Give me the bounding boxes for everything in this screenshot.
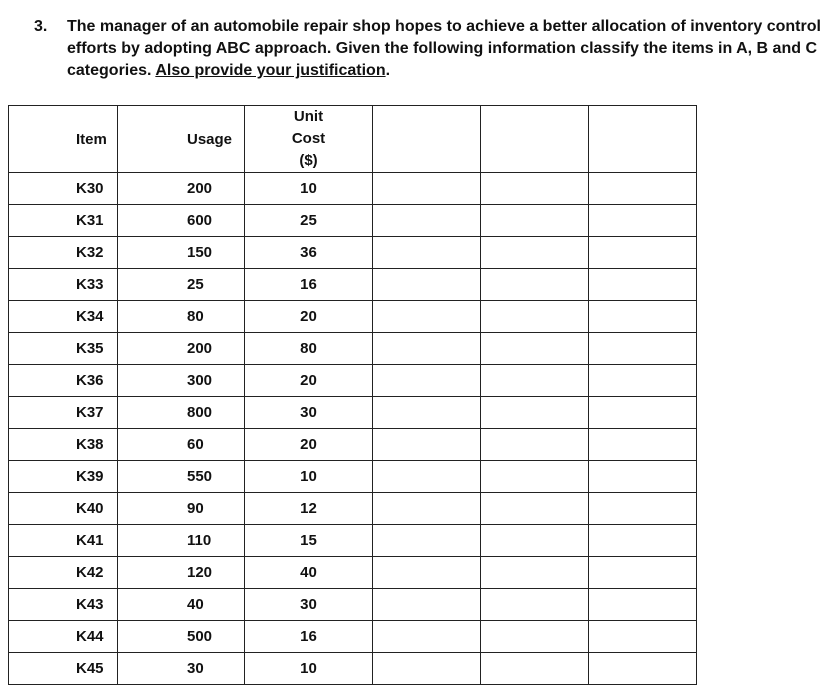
- usage-cell: 60: [118, 429, 245, 461]
- answer-cell-3[interactable]: [589, 429, 697, 461]
- table-row: [9, 269, 697, 301]
- unit-cost-cell: 10: [245, 173, 373, 205]
- question-text-main: The manager of an automobile repair shop hopes to achieve a better allocation of inventory control efforts by adopting ABC approach. Given the following information classify the items in A, B and C categories.: [67, 18, 821, 79]
- usage-cell: 80: [118, 301, 245, 333]
- unit-cost-cell: 15: [245, 525, 373, 557]
- answer-cell-3[interactable]: [589, 237, 697, 269]
- unit-cost-cell: 40: [245, 557, 373, 589]
- usage-cell: 800: [118, 397, 245, 429]
- unit-cost-cell: 16: [245, 621, 373, 653]
- answer-cell-3[interactable]: [589, 589, 697, 621]
- answer-cell-3[interactable]: [589, 525, 697, 557]
- unit-cost-cell: 20: [245, 301, 373, 333]
- answer-cell-1[interactable]: [373, 237, 481, 269]
- answer-cell-3[interactable]: [589, 621, 697, 653]
- unit-cost-cell: 25: [245, 205, 373, 237]
- item-cell: K40: [9, 493, 118, 525]
- answer-cell-1[interactable]: [373, 653, 481, 685]
- answer-cell-2[interactable]: [481, 653, 589, 685]
- usage-cell: 25: [118, 269, 245, 301]
- header-blank-3[interactable]: [589, 106, 697, 173]
- unit-cost-cell: 10: [245, 653, 373, 685]
- answer-cell-1[interactable]: [373, 429, 481, 461]
- answer-cell-1[interactable]: [373, 269, 481, 301]
- header-usage-label: Usage: [187, 130, 233, 148]
- table-header-row: [9, 106, 697, 173]
- answer-cell-3[interactable]: [589, 205, 697, 237]
- answer-cell-2[interactable]: [481, 397, 589, 429]
- item-cell: K32: [9, 237, 118, 269]
- table-row: [9, 205, 697, 237]
- answer-cell-2[interactable]: [481, 173, 589, 205]
- answer-cell-1[interactable]: [373, 173, 481, 205]
- answer-cell-3[interactable]: [589, 557, 697, 589]
- answer-cell-2[interactable]: [481, 493, 589, 525]
- header-blank-1[interactable]: [373, 106, 481, 173]
- answer-cell-1[interactable]: [373, 621, 481, 653]
- item-cell: K44: [9, 621, 118, 653]
- answer-cell-2[interactable]: [481, 333, 589, 365]
- usage-cell: 110: [118, 525, 245, 557]
- table-row: [9, 557, 697, 589]
- table-row: [9, 525, 697, 557]
- unit-cost-cell: 12: [245, 493, 373, 525]
- unit-cost-cell: 16: [245, 269, 373, 301]
- table-row: [9, 589, 697, 621]
- unit-cost-cell: 20: [245, 365, 373, 397]
- usage-cell: 40: [118, 589, 245, 621]
- item-cell: K30: [9, 173, 118, 205]
- item-cell: K39: [9, 461, 118, 493]
- header-item-label: Item: [76, 130, 107, 148]
- item-cell: K37: [9, 397, 118, 429]
- header-unit-cost: [245, 106, 373, 173]
- question-text-end: .: [385, 62, 391, 79]
- item-cell: K31: [9, 205, 118, 237]
- inventory-table: [8, 105, 697, 685]
- answer-cell-3[interactable]: [589, 269, 697, 301]
- answer-cell-3[interactable]: [589, 333, 697, 365]
- answer-cell-1[interactable]: [373, 301, 481, 333]
- answer-cell-1[interactable]: [373, 365, 481, 397]
- table-row: [9, 429, 697, 461]
- question-text: [67, 16, 827, 82]
- answer-cell-2[interactable]: [481, 205, 589, 237]
- usage-cell: 120: [118, 557, 245, 589]
- usage-cell: 90: [118, 493, 245, 525]
- item-cell: K42: [9, 557, 118, 589]
- table-row: [9, 173, 697, 205]
- table-row: [9, 333, 697, 365]
- answer-cell-2[interactable]: [481, 365, 589, 397]
- unit-cost-cell: 10: [245, 461, 373, 493]
- usage-cell: 200: [118, 173, 245, 205]
- answer-cell-2[interactable]: [481, 237, 589, 269]
- item-cell: K41: [9, 525, 118, 557]
- usage-cell: 300: [118, 365, 245, 397]
- answer-cell-2[interactable]: [481, 429, 589, 461]
- item-cell: K36: [9, 365, 118, 397]
- table-row: [9, 237, 697, 269]
- question-number: 3.: [34, 18, 48, 35]
- answer-cell-2[interactable]: [481, 621, 589, 653]
- answer-cell-3[interactable]: [589, 653, 697, 685]
- item-cell: K45: [9, 653, 118, 685]
- answer-cell-3[interactable]: [589, 461, 697, 493]
- answer-cell-2[interactable]: [481, 269, 589, 301]
- header-usage: [118, 106, 245, 173]
- answer-cell-3[interactable]: [589, 493, 697, 525]
- question-text-underlined: Also provide your justification: [155, 62, 386, 79]
- usage-cell: 600: [118, 205, 245, 237]
- answer-cell-2[interactable]: [481, 557, 589, 589]
- item-cell: K34: [9, 301, 118, 333]
- header-unit-cost-line3: ($): [299, 152, 318, 169]
- table-row: [9, 365, 697, 397]
- answer-cell-2[interactable]: [481, 525, 589, 557]
- usage-cell: 30: [118, 653, 245, 685]
- unit-cost-cell: 30: [245, 397, 373, 429]
- answer-cell-1[interactable]: [373, 589, 481, 621]
- header-blank-2[interactable]: [481, 106, 589, 173]
- answer-cell-1[interactable]: [373, 397, 481, 429]
- unit-cost-cell: 20: [245, 429, 373, 461]
- answer-cell-3[interactable]: [589, 173, 697, 205]
- header-unit-cost-line1: Unit: [293, 108, 324, 125]
- usage-cell: 550: [118, 461, 245, 493]
- usage-cell: 500: [118, 621, 245, 653]
- table-row: [9, 397, 697, 429]
- answer-cell-2[interactable]: [481, 461, 589, 493]
- answer-cell-3[interactable]: [589, 301, 697, 333]
- item-cell: K35: [9, 333, 118, 365]
- header-unit-cost-line2: Cost: [291, 130, 326, 147]
- answer-cell-3[interactable]: [589, 397, 697, 429]
- answer-cell-2[interactable]: [481, 589, 589, 621]
- answer-cell-1[interactable]: [373, 461, 481, 493]
- answer-cell-3[interactable]: [589, 365, 697, 397]
- table-row: [9, 493, 697, 525]
- answer-cell-1[interactable]: [373, 493, 481, 525]
- answer-cell-1[interactable]: [373, 333, 481, 365]
- usage-cell: 200: [118, 333, 245, 365]
- unit-cost-cell: 30: [245, 589, 373, 621]
- table-row: [9, 301, 697, 333]
- unit-cost-cell: 80: [245, 333, 373, 365]
- item-cell: K33: [9, 269, 118, 301]
- item-cell: K38: [9, 429, 118, 461]
- header-item: [9, 106, 118, 173]
- answer-cell-1[interactable]: [373, 205, 481, 237]
- answer-cell-1[interactable]: [373, 525, 481, 557]
- table-row: [9, 653, 697, 685]
- table-row: [9, 621, 697, 653]
- answer-cell-2[interactable]: [481, 301, 589, 333]
- usage-cell: 150: [118, 237, 245, 269]
- item-cell: K43: [9, 589, 118, 621]
- table-row: [9, 461, 697, 493]
- unit-cost-cell: 36: [245, 237, 373, 269]
- answer-cell-1[interactable]: [373, 557, 481, 589]
